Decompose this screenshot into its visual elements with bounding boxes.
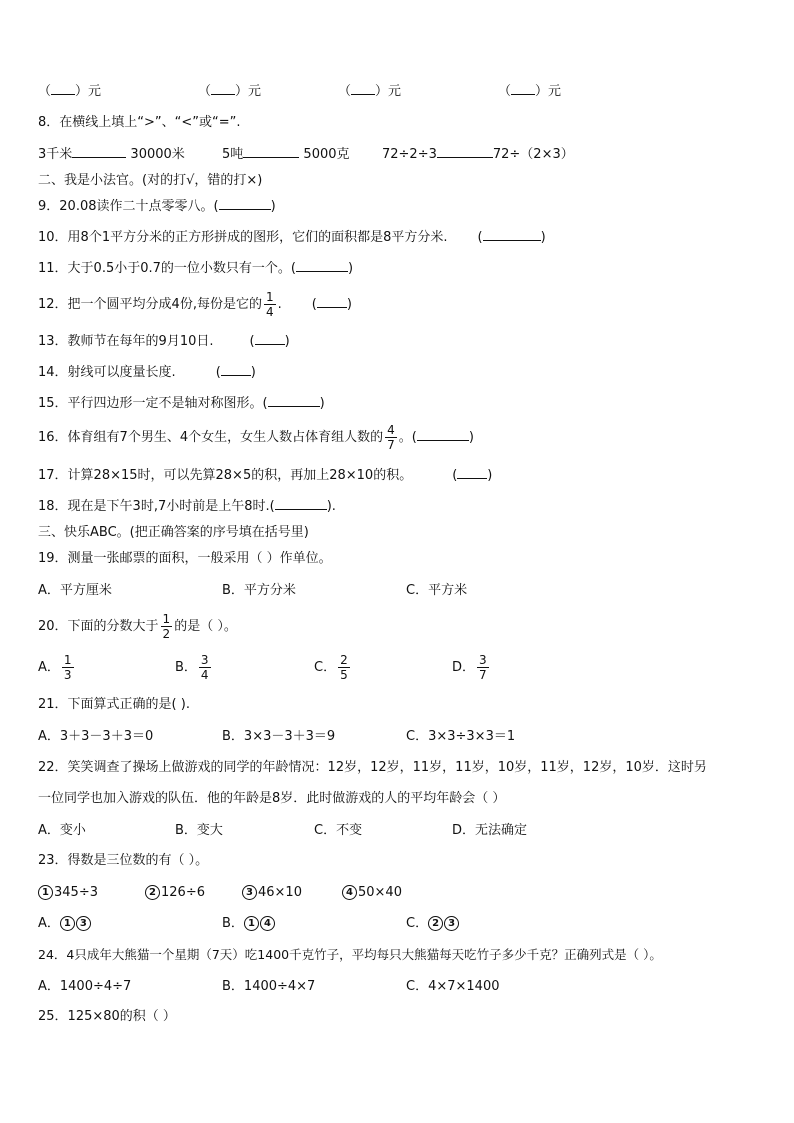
q24-option-c: C．4×7×1400 (406, 979, 500, 994)
price-blank-1: （ ）元 (38, 84, 102, 99)
q20-stem: 20．下面的分数大于 $\frac{1}{2}$ 的是（ ）。 (38, 612, 237, 641)
q24-option-a: A．1400÷4÷7 (38, 979, 132, 994)
q21-option-a: A．3＋3－3＋3＝0 (38, 729, 154, 744)
q21-option-c: C．3×3÷3×3＝1 (406, 729, 516, 744)
q10: 10．用8个1平方分米的正方形拼成的图形，它们的面积都是8平方分米. ( ) (38, 230, 546, 245)
q23-item-1: 1 345÷3 (38, 884, 98, 902)
q14: 14．射线可以度量长度. ( ) (38, 365, 256, 380)
q24-option-b: B．1400÷4×7 (222, 979, 316, 994)
price-blank-3: （ ）元 (338, 84, 402, 99)
fraction-four-sevenths: $\frac{4}{7}$ (387, 423, 395, 452)
q8-compare-c: 72÷2÷3 72÷（2×3） (382, 147, 574, 162)
q23-option-a: A． 1 3 (38, 915, 92, 933)
q19-option-c: C．平方米 (406, 583, 468, 598)
section-2-title: 二、我是小法官。(对的打√，错的打×) (38, 173, 263, 188)
q22-stem-line-2: 一位同学也加入游戏的队伍．他的年龄是8岁．此时做游戏的人的平均年龄会（ ） (38, 791, 506, 806)
q20-option-d: D． $\frac{3}{7}$ (452, 653, 487, 682)
q13: 13．教师节在每年的9月10日. ( ) (38, 334, 290, 349)
q8-compare-b: 5吨 5000克 (222, 147, 350, 162)
q15: 15．平行四边形一定不是轴对称图形。( ) (38, 396, 325, 411)
q23-option-b: B． 1 4 (222, 915, 276, 933)
q12: 12．把一个圆平均分成4份,每份是它的 $\frac{1}{4}$ . ( ) (38, 290, 352, 319)
q20-option-c: C． $\frac{2}{5}$ (314, 653, 348, 682)
q22-option-d: D．无法确定 (452, 823, 528, 838)
price-blank-2: （ ）元 (198, 84, 262, 99)
fraction-one-half: $\frac{1}{2}$ (162, 612, 171, 641)
q23-item-3: 3 46×10 (242, 884, 302, 902)
q19-stem: 19．测量一张邮票的面积，一般采用（ ）作单位。 (38, 551, 332, 566)
q20-option-b: B． $\frac{3}{4}$ (175, 653, 209, 682)
section-3-title: 三、快乐ABC。(把正确答案的序号填在括号里) (38, 525, 309, 540)
q21-option-b: B．3×3－3＋3＝9 (222, 729, 336, 744)
q17: 17．计算28×15时，可以先算28×5的积，再加上28×10的积。 ( ) (38, 468, 493, 483)
q11: 11．大于0.5小于0.7的一位小数只有一个。( ) (38, 261, 354, 276)
q21-stem: 21．下面算式正确的是( ). (38, 697, 190, 712)
q23-item-4: 4 50×40 (342, 884, 402, 902)
q9: 9．20.08读作二十点零零八。( ) (38, 199, 276, 214)
q22-option-c: C．不变 (314, 823, 363, 838)
q22-stem-line-1: 22．笑笑调查了操场上做游戏的同学的年龄情况：12岁，12岁，11岁，11岁，10岁，11岁，12岁，10岁．这时另 (38, 760, 707, 775)
q19-option-b: B．平方分米 (222, 583, 296, 598)
q18: 18．现在是下午3时,7小时前是上午8时.( ). (38, 499, 336, 514)
q22-option-a: A．变小 (38, 823, 86, 838)
price-blank-4: （ ）元 (498, 84, 562, 99)
q23-stem: 23．得数是三位数的有（ ）。 (38, 853, 209, 868)
q8-stem: 8．在横线上填上“>”、“<”或“=”. (38, 115, 241, 130)
q16: 16．体育组有7个男生、4个女生，女生人数占体育组人数的 $\frac{4}{7}$ 。( ) (38, 423, 474, 452)
q22-option-b: B．变大 (175, 823, 223, 838)
q23-item-2: 2 126÷6 (145, 884, 205, 902)
q8-compare-a: 3千米 30000米 (38, 147, 185, 162)
q19-option-a: A．平方厘米 (38, 583, 112, 598)
q25-stem: 25．125×80的积（ ） (38, 1009, 176, 1024)
fraction-one-quarter: $\frac{1}{4}$ (265, 290, 274, 319)
q20-option-a: A． $\frac{1}{3}$ (38, 653, 72, 682)
q24-stem: 24．4只成年大熊猫一个星期（7天）吃1400千克竹子，平均每只大熊猫每天吃竹子多少千克？正确列式是（ ）。 (38, 947, 662, 962)
q23-option-c: C． 2 3 (406, 915, 460, 933)
